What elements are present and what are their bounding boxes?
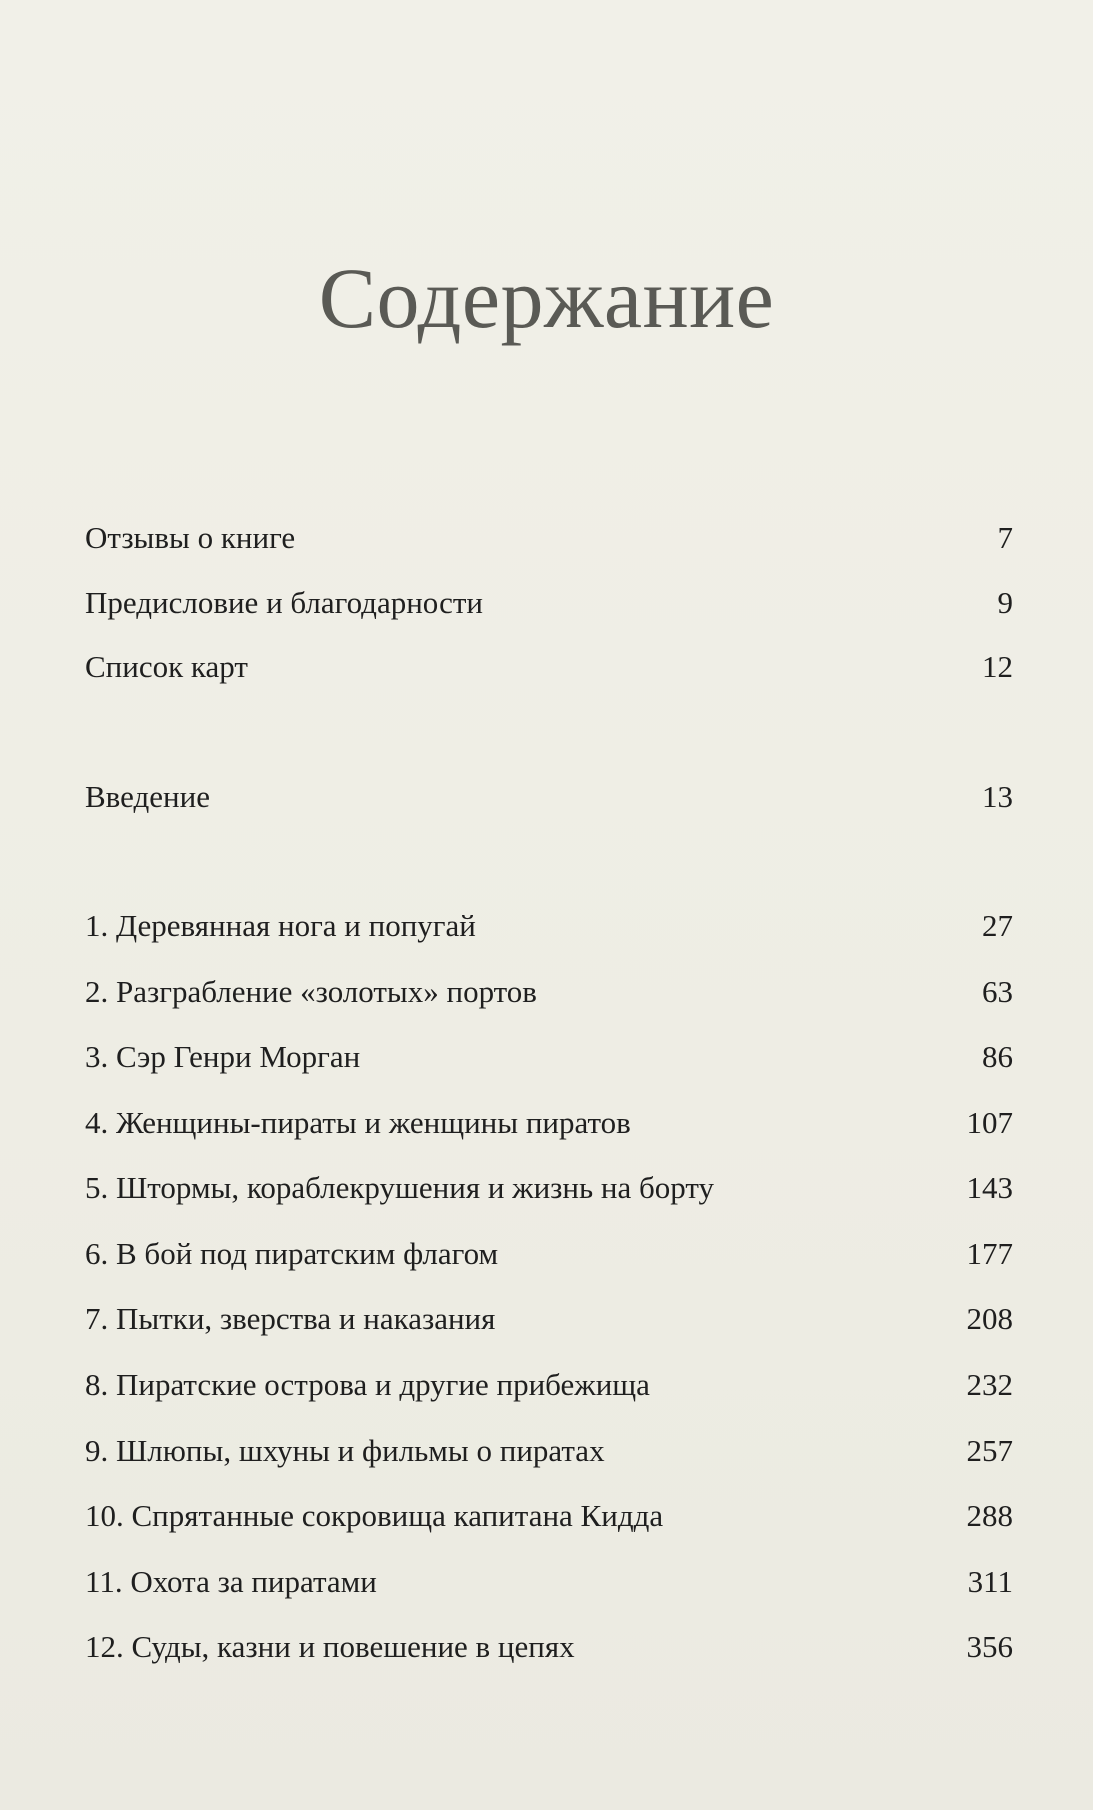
toc-chapter-label: 12. Суды, казни и повешение в цепях	[85, 1629, 575, 1664]
toc-chapter-label: 2. Разграбление «золотых» портов	[85, 974, 537, 1009]
toc-chapter-page: 311	[967, 1564, 1013, 1599]
toc-chapter-page: 257	[966, 1433, 1013, 1468]
toc-chapter-label: 6. В бой под пиратским флагом	[85, 1236, 499, 1271]
page-title: Содержание	[318, 250, 775, 346]
toc-chapter-page: 143	[966, 1170, 1013, 1205]
toc-chapter-label: 5. Штормы, кораблекрушения и жизнь на борту	[85, 1170, 715, 1205]
toc-chapter-label: 4. Женщины-пираты и женщины пиратов	[85, 1105, 631, 1140]
toc-entry-page: 12	[982, 649, 1013, 684]
toc-chapter-page: 356	[966, 1629, 1013, 1664]
toc-chapter-page: 288	[966, 1498, 1013, 1533]
show-through-text	[450, 160, 457, 192]
toc-chapter-page: 177	[966, 1236, 1013, 1271]
toc-chapter-label: 9. Шлюпы, шхуны и фильмы о пиратах	[85, 1433, 605, 1468]
toc-chapter-label: 7. Пытки, зверства и наказания	[85, 1301, 496, 1336]
toc-chapter-label: 3. Сэр Генри Морган	[85, 1039, 361, 1074]
toc-chapter-page: 232	[966, 1367, 1013, 1402]
toc-chapter-label: 10. Спрятанные сокровища капитана Кидда	[85, 1498, 664, 1533]
toc-entry-label: Список карт	[85, 649, 248, 684]
toc-chapter-label: 1. Деревянная нога и попугай	[85, 908, 476, 943]
toc-entry-label: Отзывы о книге	[85, 520, 296, 555]
toc-entry-page: 9	[997, 585, 1013, 620]
toc-entry-page: 13	[982, 779, 1013, 814]
toc-chapter-page: 107	[966, 1105, 1013, 1140]
toc-chapter-page: 27	[982, 908, 1013, 943]
toc-entry-label: Предисловие и благодарности	[85, 585, 483, 620]
toc-chapter-page: 208	[966, 1301, 1013, 1336]
toc-chapter-label: 8. Пиратские острова и другие прибежища	[85, 1367, 650, 1402]
toc-entry-label: Введение	[85, 779, 210, 814]
toc-chapter-page: 63	[982, 974, 1013, 1009]
toc-entry-page: 7	[997, 520, 1013, 555]
toc-chapter-page: 86	[982, 1039, 1013, 1074]
toc-chapter-label: 11. Охота за пиратами	[85, 1564, 377, 1599]
